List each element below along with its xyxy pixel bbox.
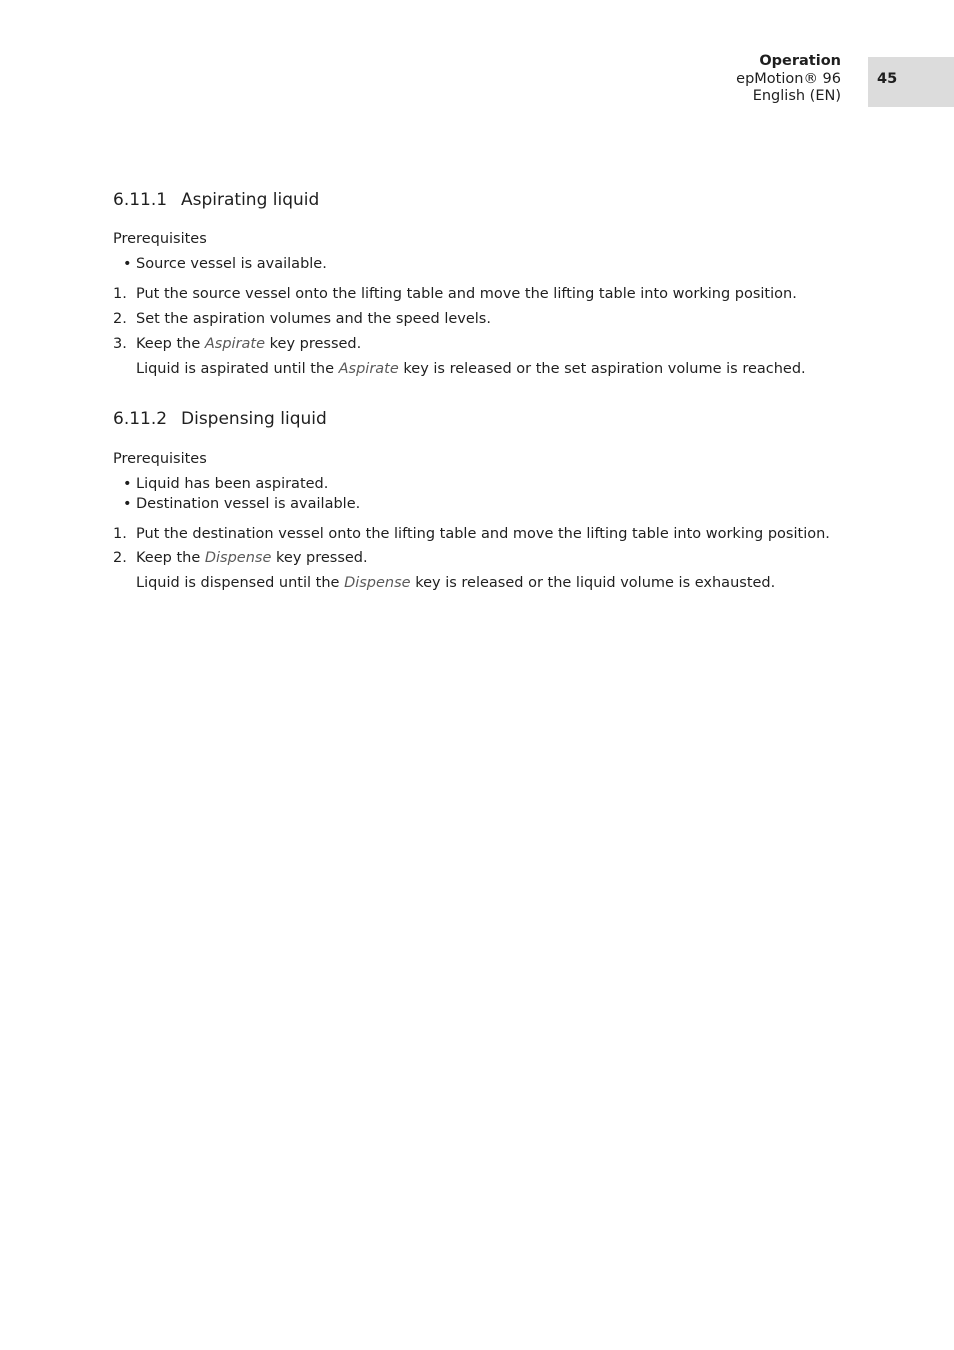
section-number: 6.11.1: [113, 190, 168, 210]
step-item: 2. Keep the Dispense key pressed.: [113, 550, 368, 566]
chapter-title: Operation: [759, 53, 841, 69]
page-number-tab: [868, 57, 954, 107]
page-number: 45: [877, 71, 898, 87]
prerequisites-label: Prerequisites: [113, 451, 207, 467]
prerequisite-item: • Source vessel is available.: [123, 256, 327, 272]
bullet-marker: •: [123, 496, 132, 512]
language-label: English (EN): [752, 88, 841, 104]
key-name-aspirate: Aspirate: [338, 361, 399, 377]
step-item: 1. Put the source vessel onto the lifting table and move the lifting table into working position.: [113, 286, 797, 302]
section-number: 6.11.2: [113, 409, 168, 429]
step-item: 2. Set the aspiration volumes and the speed levels.: [113, 311, 491, 327]
section-title: Dispensing liquid: [181, 409, 327, 429]
key-name-dispense: Dispense: [204, 550, 272, 566]
key-name-aspirate: Aspirate: [204, 336, 266, 352]
page-header: [736, 53, 841, 106]
bullet-marker: •: [123, 476, 132, 492]
section-heading-aspirating: [113, 190, 319, 210]
prerequisite-item: • Destination vessel is available.: [123, 496, 361, 512]
bullet-marker: •: [123, 256, 132, 272]
step-result: Liquid is dispensed until the Dispense key is released or the liquid volume is exhausted.: [136, 575, 776, 591]
section-title: Aspirating liquid: [181, 190, 320, 210]
prerequisites-label: Prerequisites: [113, 231, 207, 247]
step-item: 3. Keep the Aspirate key pressed.: [113, 336, 362, 352]
step-item: 1. Put the destination vessel onto the lifting table and move the lifting table into working position.: [113, 526, 830, 542]
key-name-dispense: Dispense: [344, 575, 411, 591]
prerequisite-item: • Liquid has been aspirated.: [123, 476, 329, 492]
section-heading-dispensing: [113, 409, 327, 429]
product-name: epMotion® 96: [736, 70, 841, 87]
step-result: Liquid is aspirated until the Aspirate key is released or the set aspiration volume is reached.: [136, 361, 806, 377]
